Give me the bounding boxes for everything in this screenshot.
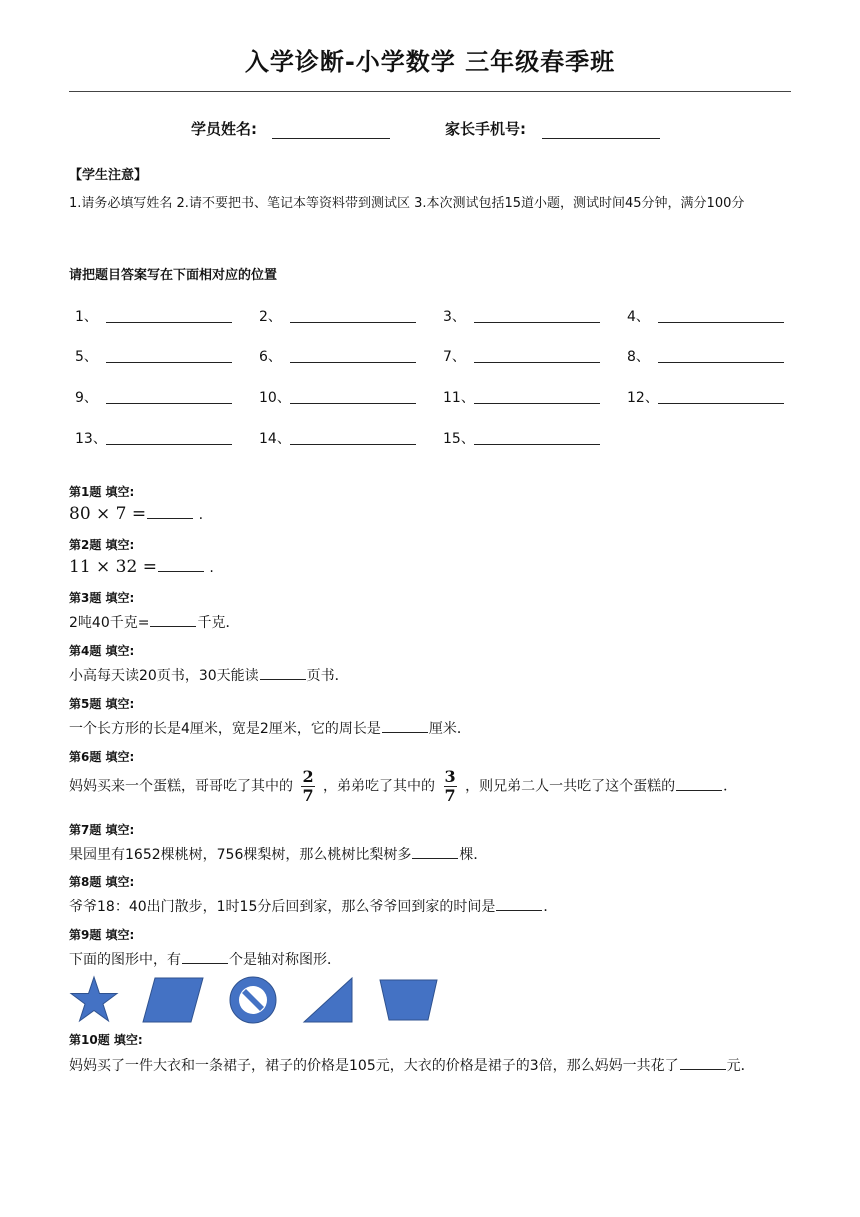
answer-field[interactable] — [290, 322, 416, 323]
answer-field[interactable] — [474, 444, 600, 445]
question-suffix: 元． — [726, 1058, 755, 1074]
answer-field[interactable] — [290, 444, 416, 445]
question-heading: 第5题 填空: — [69, 697, 135, 711]
question-body — [69, 844, 487, 864]
answer-field[interactable] — [658, 322, 784, 323]
question-suffix: 厘米． — [428, 721, 471, 737]
question-blank[interactable] — [680, 1055, 726, 1070]
trapezoid-shape — [379, 979, 439, 1021]
question-blank[interactable] — [496, 896, 542, 911]
answer-number: 1、 — [75, 309, 98, 325]
answer-field[interactable] — [106, 444, 232, 445]
question-blank[interactable] — [412, 844, 458, 859]
question-blank[interactable] — [182, 949, 228, 964]
question-blank[interactable] — [382, 718, 428, 733]
question-heading: 第1题 填空: — [69, 485, 135, 499]
question-heading: 第7题 填空: — [69, 823, 135, 837]
answer-field[interactable] — [474, 403, 600, 404]
question-suffix: ． — [723, 778, 738, 795]
answer-field[interactable] — [290, 403, 416, 404]
answer-field[interactable] — [106, 403, 232, 404]
question-text: 11 × 32 = — [69, 557, 157, 577]
question-heading: 第3题 填空: — [69, 591, 135, 605]
question-body — [69, 612, 239, 632]
question-body — [69, 504, 203, 524]
answer-number: 4、 — [627, 309, 650, 325]
title-divider — [69, 91, 791, 92]
question-text: 2吨40千克= — [69, 615, 150, 631]
parallelogram-shape — [141, 977, 205, 1023]
question-blank[interactable] — [147, 504, 193, 519]
answer-number: 8、 — [627, 349, 650, 365]
question-body — [69, 557, 214, 577]
question-heading: 第10题 填空: — [69, 1033, 143, 1047]
answer-field[interactable] — [474, 362, 600, 363]
question-text: ，则兄弟二人一共吃了这个蛋糕的 — [465, 778, 676, 795]
question-body — [69, 768, 737, 805]
question-text: 一个长方形的长是4厘米，宽是2厘米，它的周长是 — [69, 721, 381, 737]
question-suffix: 千克． — [197, 615, 240, 631]
answer-number: 3、 — [443, 309, 466, 325]
question-suffix: 棵． — [459, 847, 488, 863]
parent-phone-label: 家长手机号: — [445, 120, 526, 138]
question-text: 妈妈买来一个蛋糕，哥哥吃了其中的 — [69, 778, 293, 795]
answer-number: 9、 — [75, 390, 98, 406]
star-shape — [69, 975, 119, 1025]
question-heading: 第9题 填空: — [69, 928, 135, 942]
student-name-label: 学员姓名: — [191, 120, 257, 138]
parent-phone-field[interactable] — [542, 138, 660, 139]
question-suffix: . — [209, 560, 214, 576]
question-blank[interactable] — [260, 665, 306, 680]
question-text: 小高每天读20页书，30天能读 — [69, 668, 259, 684]
notice-text: 1.请务必填写姓名 2.请不要把书、笔记本等资料带到测试区 3.本次测试包括15道小题，测试时间45分钟，满分100分 — [69, 196, 745, 211]
question-body — [69, 949, 341, 969]
answer-number: 7、 — [443, 349, 466, 365]
answer-sheet-heading: 请把题目答案写在下面相对应的位置 — [69, 268, 278, 283]
question-body — [69, 718, 471, 738]
answer-field[interactable] — [290, 362, 416, 363]
question-text: 80 × 7 = — [69, 504, 147, 524]
fraction-three-sevenths: $\frac{3}{7}$ — [444, 767, 456, 805]
answer-field[interactable] — [658, 403, 784, 404]
question-heading: 第6题 填空: — [69, 750, 135, 764]
question-blank[interactable] — [150, 612, 196, 627]
answer-number: 14、 — [259, 431, 291, 447]
answer-field[interactable] — [658, 362, 784, 363]
answer-field[interactable] — [106, 362, 232, 363]
answer-number: 10、 — [259, 390, 291, 406]
answer-number: 13、 — [75, 431, 107, 447]
question-suffix: 页书． — [306, 668, 349, 684]
question-suffix: 个是轴对称图形． — [229, 952, 341, 968]
question-heading: 第2题 填空: — [69, 538, 135, 552]
page-title: 入学诊断-小学数学 三年级春季班 — [244, 48, 616, 76]
right-triangle-shape — [302, 977, 354, 1023]
question-text: 妈妈买了一件大衣和一条裙子，裙子的价格是105元，大衣的价格是裙子的3倍，那么妈妈一共花了 — [69, 1058, 679, 1074]
question-text: 爷爷18：40出门散步，1时15分后回到家，那么爷爷回到家的时间是 — [69, 899, 496, 915]
question-blank[interactable] — [676, 776, 722, 791]
fraction-two-sevenths: $\frac{2}{7}$ — [302, 767, 314, 805]
notice-heading: 【学生注意】 — [69, 168, 148, 183]
question-heading: 第8题 填空: — [69, 875, 135, 889]
answer-number: 6、 — [259, 349, 282, 365]
question-body — [69, 665, 349, 685]
question-body — [69, 896, 557, 916]
answer-number: 11、 — [443, 390, 475, 406]
answer-number: 5、 — [75, 349, 98, 365]
question-text: ，弟弟吃了其中的 — [323, 778, 436, 795]
question-blank[interactable] — [158, 557, 204, 572]
answer-field[interactable] — [106, 322, 232, 323]
answer-number: 15、 — [443, 431, 475, 447]
question-text: 果园里有1652棵桃树，756棵梨树，那么桃树比梨树多 — [69, 847, 412, 863]
question-suffix: . — [198, 507, 204, 523]
answer-number: 2、 — [259, 309, 282, 325]
answer-field[interactable] — [474, 322, 600, 323]
question-heading: 第4题 填空: — [69, 644, 135, 658]
question-body — [69, 1053, 789, 1080]
question-text: 下面的图形中，有 — [69, 952, 181, 968]
answer-number: 12、 — [627, 390, 659, 406]
no-entry-sign-shape — [228, 975, 278, 1025]
question-suffix: ． — [543, 899, 558, 915]
student-name-field[interactable] — [272, 138, 390, 139]
